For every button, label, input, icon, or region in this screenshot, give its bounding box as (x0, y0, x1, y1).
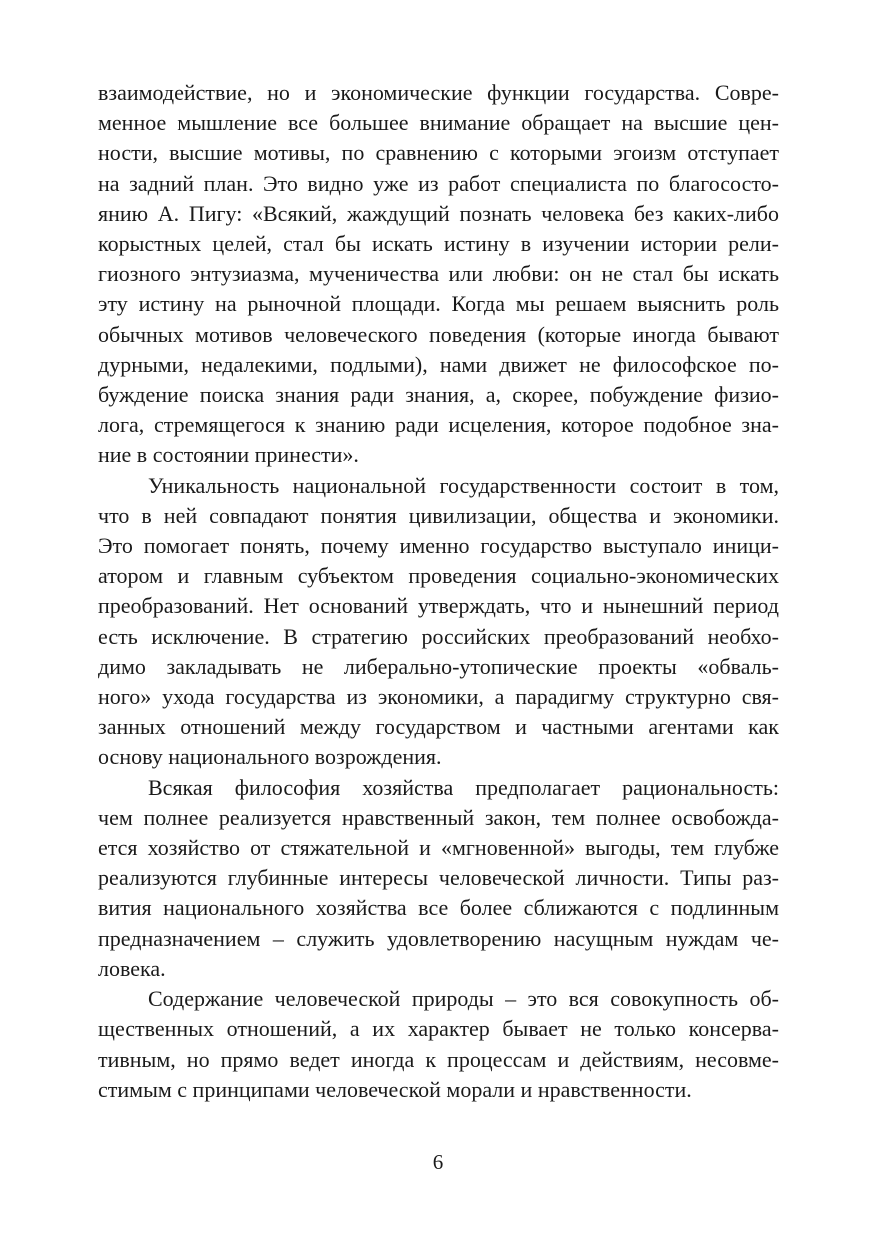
text-line: занных отношений между государством и частными агентами как (98, 714, 779, 740)
text-line: эту истину на рыночной площади. Когда мы решаем выяснить роль (98, 291, 779, 317)
text-line: взаимодействие, но и экономические функции государства. Совре- (98, 80, 779, 105)
paragraph (98, 984, 779, 1105)
text-line: Это помогает понять, почему именно государство выступало иници- (98, 533, 779, 559)
text-line: атором и главным субъектом проведения социально-экономических (98, 563, 779, 589)
text-line: Всякая философия хозяйства предполагает рациональность: (148, 774, 779, 800)
text-line: щественных отношений, а их характер бывает не только консерва- (98, 1016, 779, 1042)
text-line: стимым с принципами человеческой морали и нравственности. (98, 1076, 692, 1102)
paragraph (98, 78, 779, 471)
text-line: корыстных целей, стал бы искать истину в изучении истории рели- (98, 231, 779, 257)
text-line: ности, высшие мотивы, по сравнению с которыми эгоизм отступает (98, 140, 779, 166)
page-body (98, 78, 779, 1105)
text-line: предназначением – служить удовлетворению насущным нуждам че- (98, 925, 779, 951)
text-line: обычных мотивов человеческого поведения (которые иногда бывают (98, 321, 779, 347)
text-line: на задний план. Это видно уже из работ специалиста по благососто- (98, 170, 779, 196)
text-line: гиозного энтузиазма, мученичества или любви: он не стал бы искать (98, 261, 779, 287)
text-line: ловека. (98, 955, 166, 981)
paragraph (98, 773, 779, 984)
text-line: ется хозяйство от стяжательной и «мгновенной» выгоды, тем глубже (98, 835, 779, 861)
text-body (98, 78, 779, 1105)
text-line: Уникальность национальной государственности состоит в том, (148, 472, 779, 498)
text-line: буждение поиска знания ради знания, а, скорее, побуждение физио- (98, 382, 779, 408)
text-line: янию А. Пигу: «Всякий, жаждущий познать человека без каких-либо (98, 200, 779, 226)
text-line: менное мышление все большее внимание обращает на высшие цен- (98, 110, 779, 136)
text-line: основу национального возрождения. (98, 744, 442, 770)
paragraph (98, 471, 779, 773)
text-line: лога, стремящегося к знанию ради исцеления, которое подобное зна- (98, 412, 779, 438)
text-line: тивным, но прямо ведет иногда к процессам и действиям, несовме- (98, 1046, 779, 1072)
text-line: вития национального хозяйства все более сближаются с подлинным (98, 895, 779, 921)
text-line: ние в состоянии принести». (98, 442, 359, 468)
text-line: что в ней совпадают понятия цивилизации, общества и экономики. (98, 502, 779, 528)
text-line: преобразований. Нет оснований утверждать, что и нынешний период (98, 593, 779, 619)
text-line: дурными, недалекими, подлыми), нами движет не философское по- (98, 351, 779, 377)
text-line: чем полнее реализуется нравственный закон, тем полнее освобожда- (98, 804, 779, 830)
text-line: есть исключение. В стратегию российских преобразований необхо- (98, 623, 779, 649)
text-line: реализуются глубинные интересы человеческой личности. Типы раз- (98, 865, 779, 891)
text-line: димо закладывать не либерально-утопические проекты «обваль- (98, 653, 779, 679)
text-line: Содержание человеческой природы – это вся совокупность об- (148, 986, 779, 1012)
page-number: 6 (432, 1150, 444, 1174)
text-line: ного» ухода государства из экономики, а парадигму структурно свя- (98, 684, 779, 710)
